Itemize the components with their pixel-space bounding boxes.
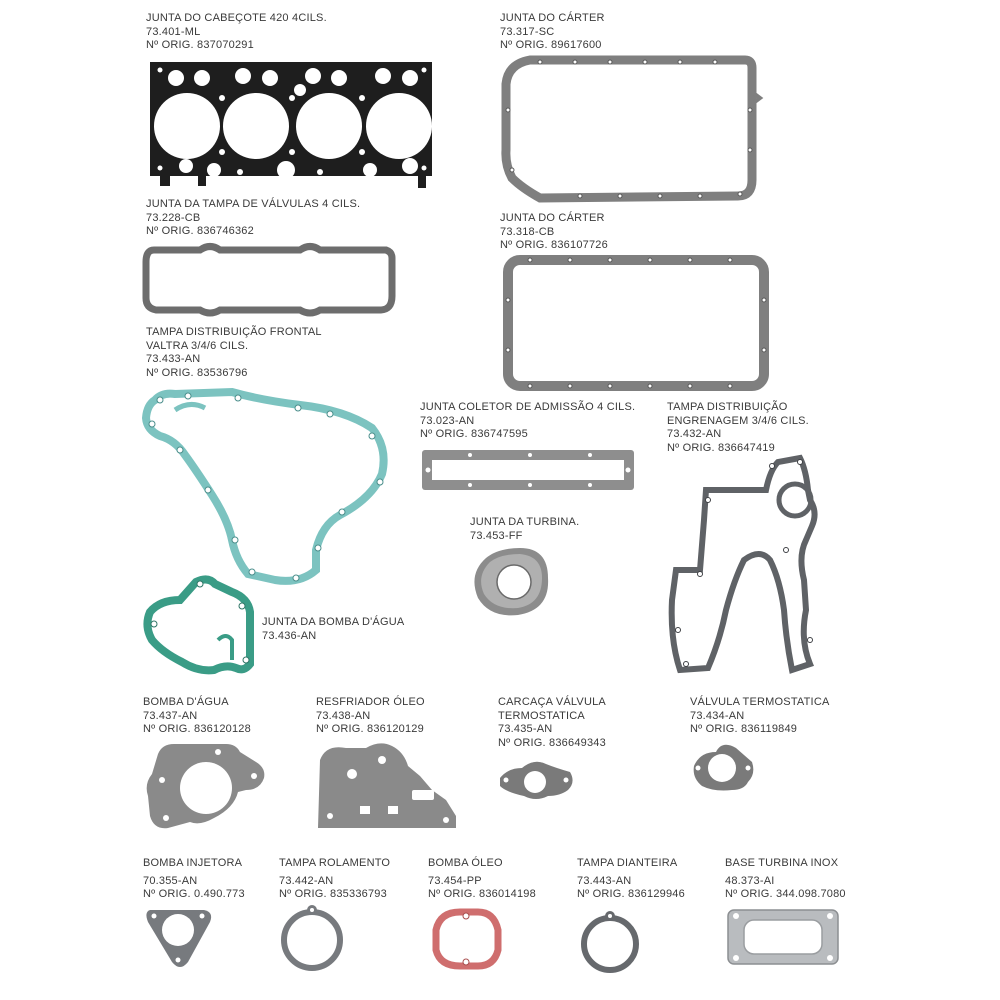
item-subtitle: VALTRA 3/4/6 CILS.	[146, 339, 249, 352]
item-title: TAMPA DISTRIBUIÇÃO FRONTAL	[146, 326, 322, 338]
item-code: 73.401-ML	[146, 25, 201, 38]
item-orig: Nº ORIG. 835336793	[279, 888, 387, 900]
gasket-resfriador-image	[318, 743, 456, 828]
gasket-coletor-image	[422, 450, 634, 490]
item-title: JUNTA DO CÁRTER	[500, 12, 605, 24]
item-orig: Nº ORIG. 836014198	[428, 888, 536, 900]
gasket-injetora-image	[146, 910, 211, 967]
item-title: TAMPA DISTRIBUIÇÃO	[667, 401, 788, 413]
item-code: 73.433-AN	[146, 353, 201, 365]
item-orig: Nº ORIG. 836129946	[577, 888, 685, 900]
item-title: BASE TURBINA INOX	[725, 857, 839, 869]
item-orig: Nº ORIG. 836647419	[667, 441, 775, 454]
item-code: 73.318-CB	[500, 225, 555, 238]
item-code: 73.454-PP	[428, 874, 482, 887]
gasket-junta-bomba-agua-image	[147, 579, 250, 670]
item-orig: Nº ORIG. 344.098.7080	[725, 888, 846, 900]
item-title: CARCAÇA VÁLVULA	[498, 696, 606, 708]
item-code: 73.443-AN	[577, 874, 632, 887]
item-code: 73.453-FF	[470, 529, 523, 542]
item-title: JUNTA DA TAMPA DE VÁLVULAS 4 CILS.	[146, 198, 361, 210]
gasket-dianteira-image	[584, 911, 636, 970]
item-orig: Nº ORIG. 836107726	[500, 239, 608, 251]
item-title: RESFRIADOR ÓLEO	[316, 696, 425, 708]
item-orig: Nº ORIG. 836120129	[316, 723, 424, 735]
gasket-bomba-oleo-image	[436, 912, 498, 966]
item-code: 73.434-AN	[690, 709, 745, 722]
gasket-base-turbina-image	[728, 910, 838, 964]
item-code: 73.435-AN	[498, 723, 553, 735]
item-code: 70.355-AN	[143, 874, 198, 887]
item-title: VÁLVULA TERMOSTATICA	[690, 696, 830, 708]
item-subtitle: TERMOSTATICA	[498, 709, 585, 722]
item-orig: Nº ORIG. 836746362	[146, 225, 254, 237]
item-code: 73.436-AN	[262, 629, 317, 642]
item-title: TAMPA ROLAMENTO	[279, 857, 391, 869]
gasket-turbina-image	[474, 548, 548, 615]
gasket-tampa-distribuicao-image	[146, 392, 384, 581]
gasket-valvula-image	[694, 745, 754, 791]
item-subtitle: ENGRENAGEM 3/4/6 CILS.	[667, 414, 809, 427]
item-code: 73.317-SC	[500, 25, 555, 38]
item-code: 73.432-AN	[667, 428, 722, 440]
item-orig: Nº ORIG. 837070291	[146, 39, 254, 51]
item-title: JUNTA DA BOMBA D'ÁGUA	[262, 616, 405, 628]
item-orig: Nº ORIG. 0.490.773	[143, 888, 245, 900]
item-orig: Nº ORIG. 836119849	[690, 723, 798, 735]
item-orig: Nº ORIG. 836649343	[498, 736, 606, 749]
item-code: 73.023-AN	[420, 414, 475, 427]
item-orig: Nº ORIG. 89617600	[500, 39, 602, 51]
item-title: JUNTA COLETOR DE ADMISSÃO 4 CILS.	[420, 401, 636, 413]
item-code: 73.437-AN	[143, 709, 198, 722]
gasket-rolamento-image	[284, 905, 340, 968]
item-code: 73.228-CB	[146, 211, 201, 224]
gasket-bomba-agua-image	[147, 744, 265, 828]
item-title: JUNTA DA TURBINA.	[470, 516, 580, 528]
gasket-carcaca-image	[500, 762, 573, 799]
gasket-cabecote-image	[150, 62, 432, 188]
item-title: BOMBA ÓLEO	[428, 857, 503, 869]
item-orig: Nº ORIG. 836747595	[420, 428, 528, 440]
item-code: 73.442-AN	[279, 874, 334, 887]
item-orig: Nº ORIG. 836120128	[143, 723, 251, 735]
item-code: 48.373-AI	[725, 874, 775, 887]
item-title: TAMPA DIANTEIRA	[577, 857, 678, 869]
gasket-tampa-valvulas-image	[146, 247, 392, 314]
gasket-carter-1-image	[506, 60, 760, 198]
item-orig: Nº ORIG. 83536796	[146, 366, 248, 379]
item-title: JUNTA DO CÁRTER	[500, 212, 605, 224]
item-title: JUNTA DO CABEÇOTE 420 4CILS.	[146, 12, 327, 24]
gasket-carter-2-image	[506, 258, 766, 388]
item-title: BOMBA INJETORA	[143, 857, 243, 869]
item-title: BOMBA D'ÁGUA	[143, 696, 229, 708]
item-code: 73.438-AN	[316, 709, 371, 722]
gasket-engrenagem-image	[672, 458, 815, 670]
